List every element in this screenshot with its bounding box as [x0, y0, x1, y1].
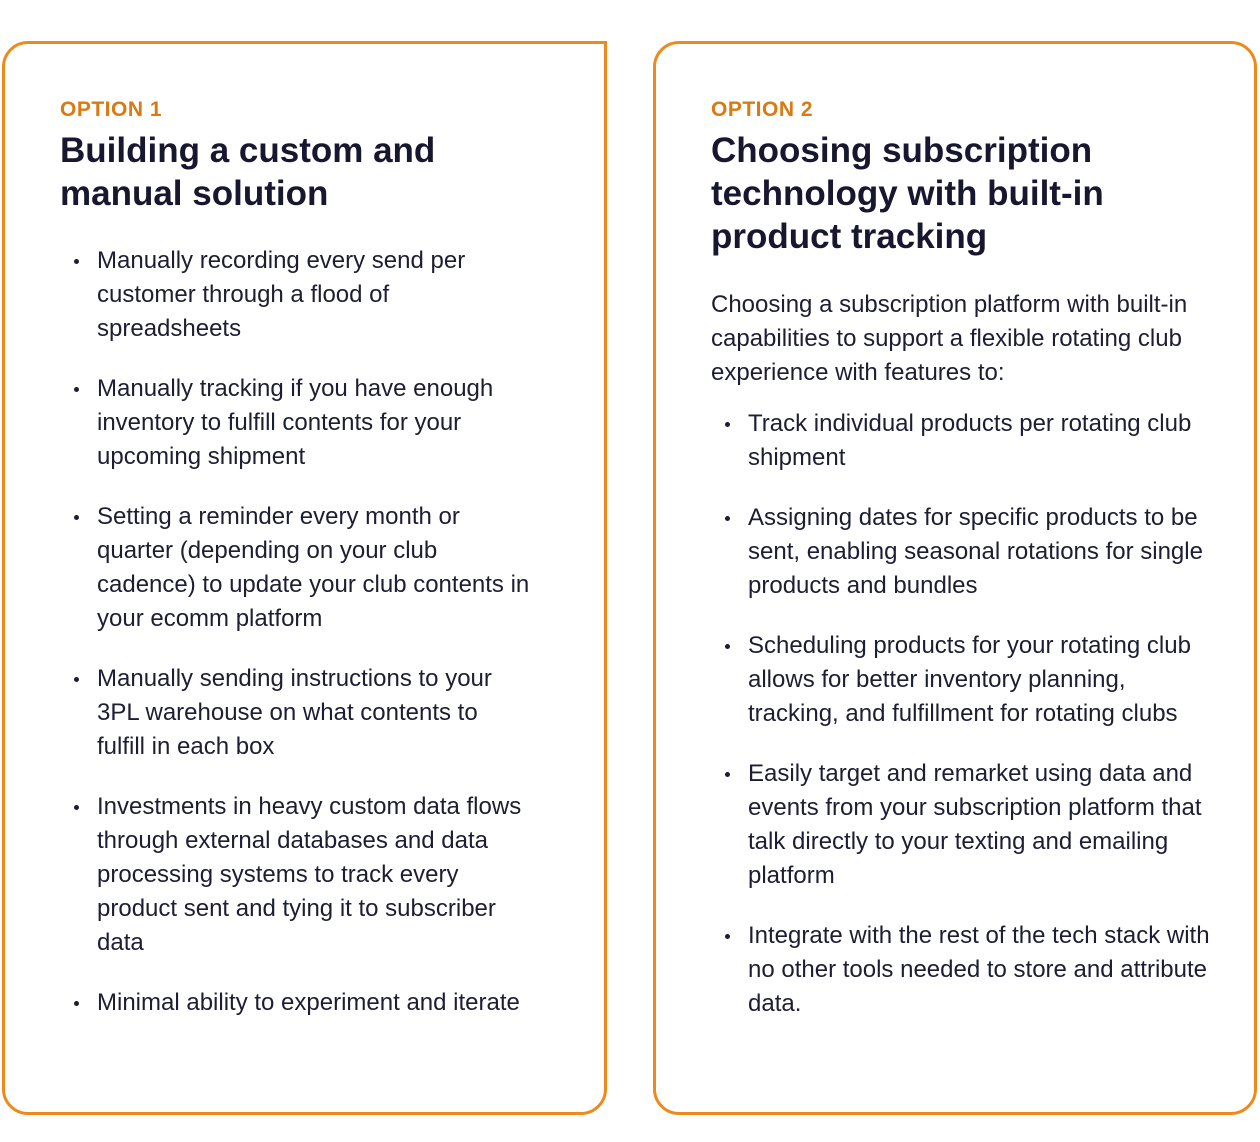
bullet-dot-icon: [725, 772, 730, 777]
bullet-dot-icon: [725, 422, 730, 427]
bullet-dot-icon: [74, 387, 79, 392]
option-1-title-line-2: manual solution: [60, 174, 329, 213]
option-2-intro: Choosing a subscription platform with built-in capabilities to support a flexible rotating club experience with features to:: [711, 291, 1188, 386]
list-item: [60, 500, 530, 636]
list-item: [60, 986, 530, 1020]
bullet-dot-icon: [725, 516, 730, 521]
list-item-text: Investments in heavy custom data flows through external databases and data processing systems to track every product sent and tying it to subscriber data: [97, 793, 522, 956]
bullet-dot-icon: [74, 515, 79, 520]
option-2-title-line-2: technology with built-in: [711, 174, 1104, 213]
option-1-title: [60, 129, 574, 215]
list-item-text: Minimal ability to experiment and iterate: [97, 989, 520, 1016]
option-1-eyebrow: OPTION 1: [60, 98, 163, 121]
bullet-dot-icon: [74, 677, 79, 682]
bullet-dot-icon: [74, 1001, 79, 1006]
list-item: [60, 662, 530, 764]
list-item-text: Setting a reminder every month or quarter (depending on your club cadence) to update your club contents in your ecomm platform: [97, 503, 530, 632]
option-1-bullet-list: [60, 244, 530, 1020]
list-item: [60, 244, 530, 346]
list-item-text: Manually sending instructions to your 3PL warehouse on what contents to fulfill in each box: [97, 665, 492, 760]
list-item-text: Integrate with the rest of the tech stack with no other tools needed to store and attribute data.: [748, 922, 1210, 1017]
option-1-content: [60, 97, 574, 1046]
option-2-content: [711, 97, 1224, 1047]
option-2-title: [711, 129, 1224, 258]
option-2-eyebrow: OPTION 2: [711, 98, 814, 121]
option-1-title-line-1: Building a custom and: [60, 131, 436, 170]
list-item-text: Manually tracking if you have enough inventory to fulfill contents for your upcoming shipment: [97, 375, 494, 470]
bullet-dot-icon: [74, 805, 79, 810]
list-item-text: Manually recording every send per customer through a flood of spreadsheets: [97, 247, 466, 342]
list-item: [711, 757, 1211, 893]
list-item-text: Easily target and remarket using data and events from your subscription platform that talk directly to your texting and emailing platform: [748, 760, 1202, 889]
list-item-text: Assigning dates for specific products to be sent, enabling seasonal rotations for single products and bundles: [748, 504, 1203, 599]
option-2-bullet-list: [711, 407, 1211, 1021]
bullet-dot-icon: [725, 934, 730, 939]
bullet-dot-icon: [725, 644, 730, 649]
list-item-text: Scheduling products for your rotating club allows for better inventory planning, tracking, and fulfillment for rotating clubs: [748, 632, 1191, 727]
list-item: [711, 501, 1211, 603]
list-item: [60, 790, 530, 960]
list-item: [711, 407, 1211, 475]
option-1-card: [2, 41, 607, 1115]
list-item: [711, 629, 1211, 731]
option-2-card: [653, 41, 1257, 1115]
list-item-text: Track individual products per rotating club shipment: [748, 410, 1192, 471]
option-2-title-line-3: product tracking: [711, 217, 988, 256]
list-item: [711, 919, 1211, 1021]
list-item: [60, 372, 530, 474]
bullet-dot-icon: [74, 259, 79, 264]
option-2-title-line-1: Choosing subscription: [711, 131, 1093, 170]
